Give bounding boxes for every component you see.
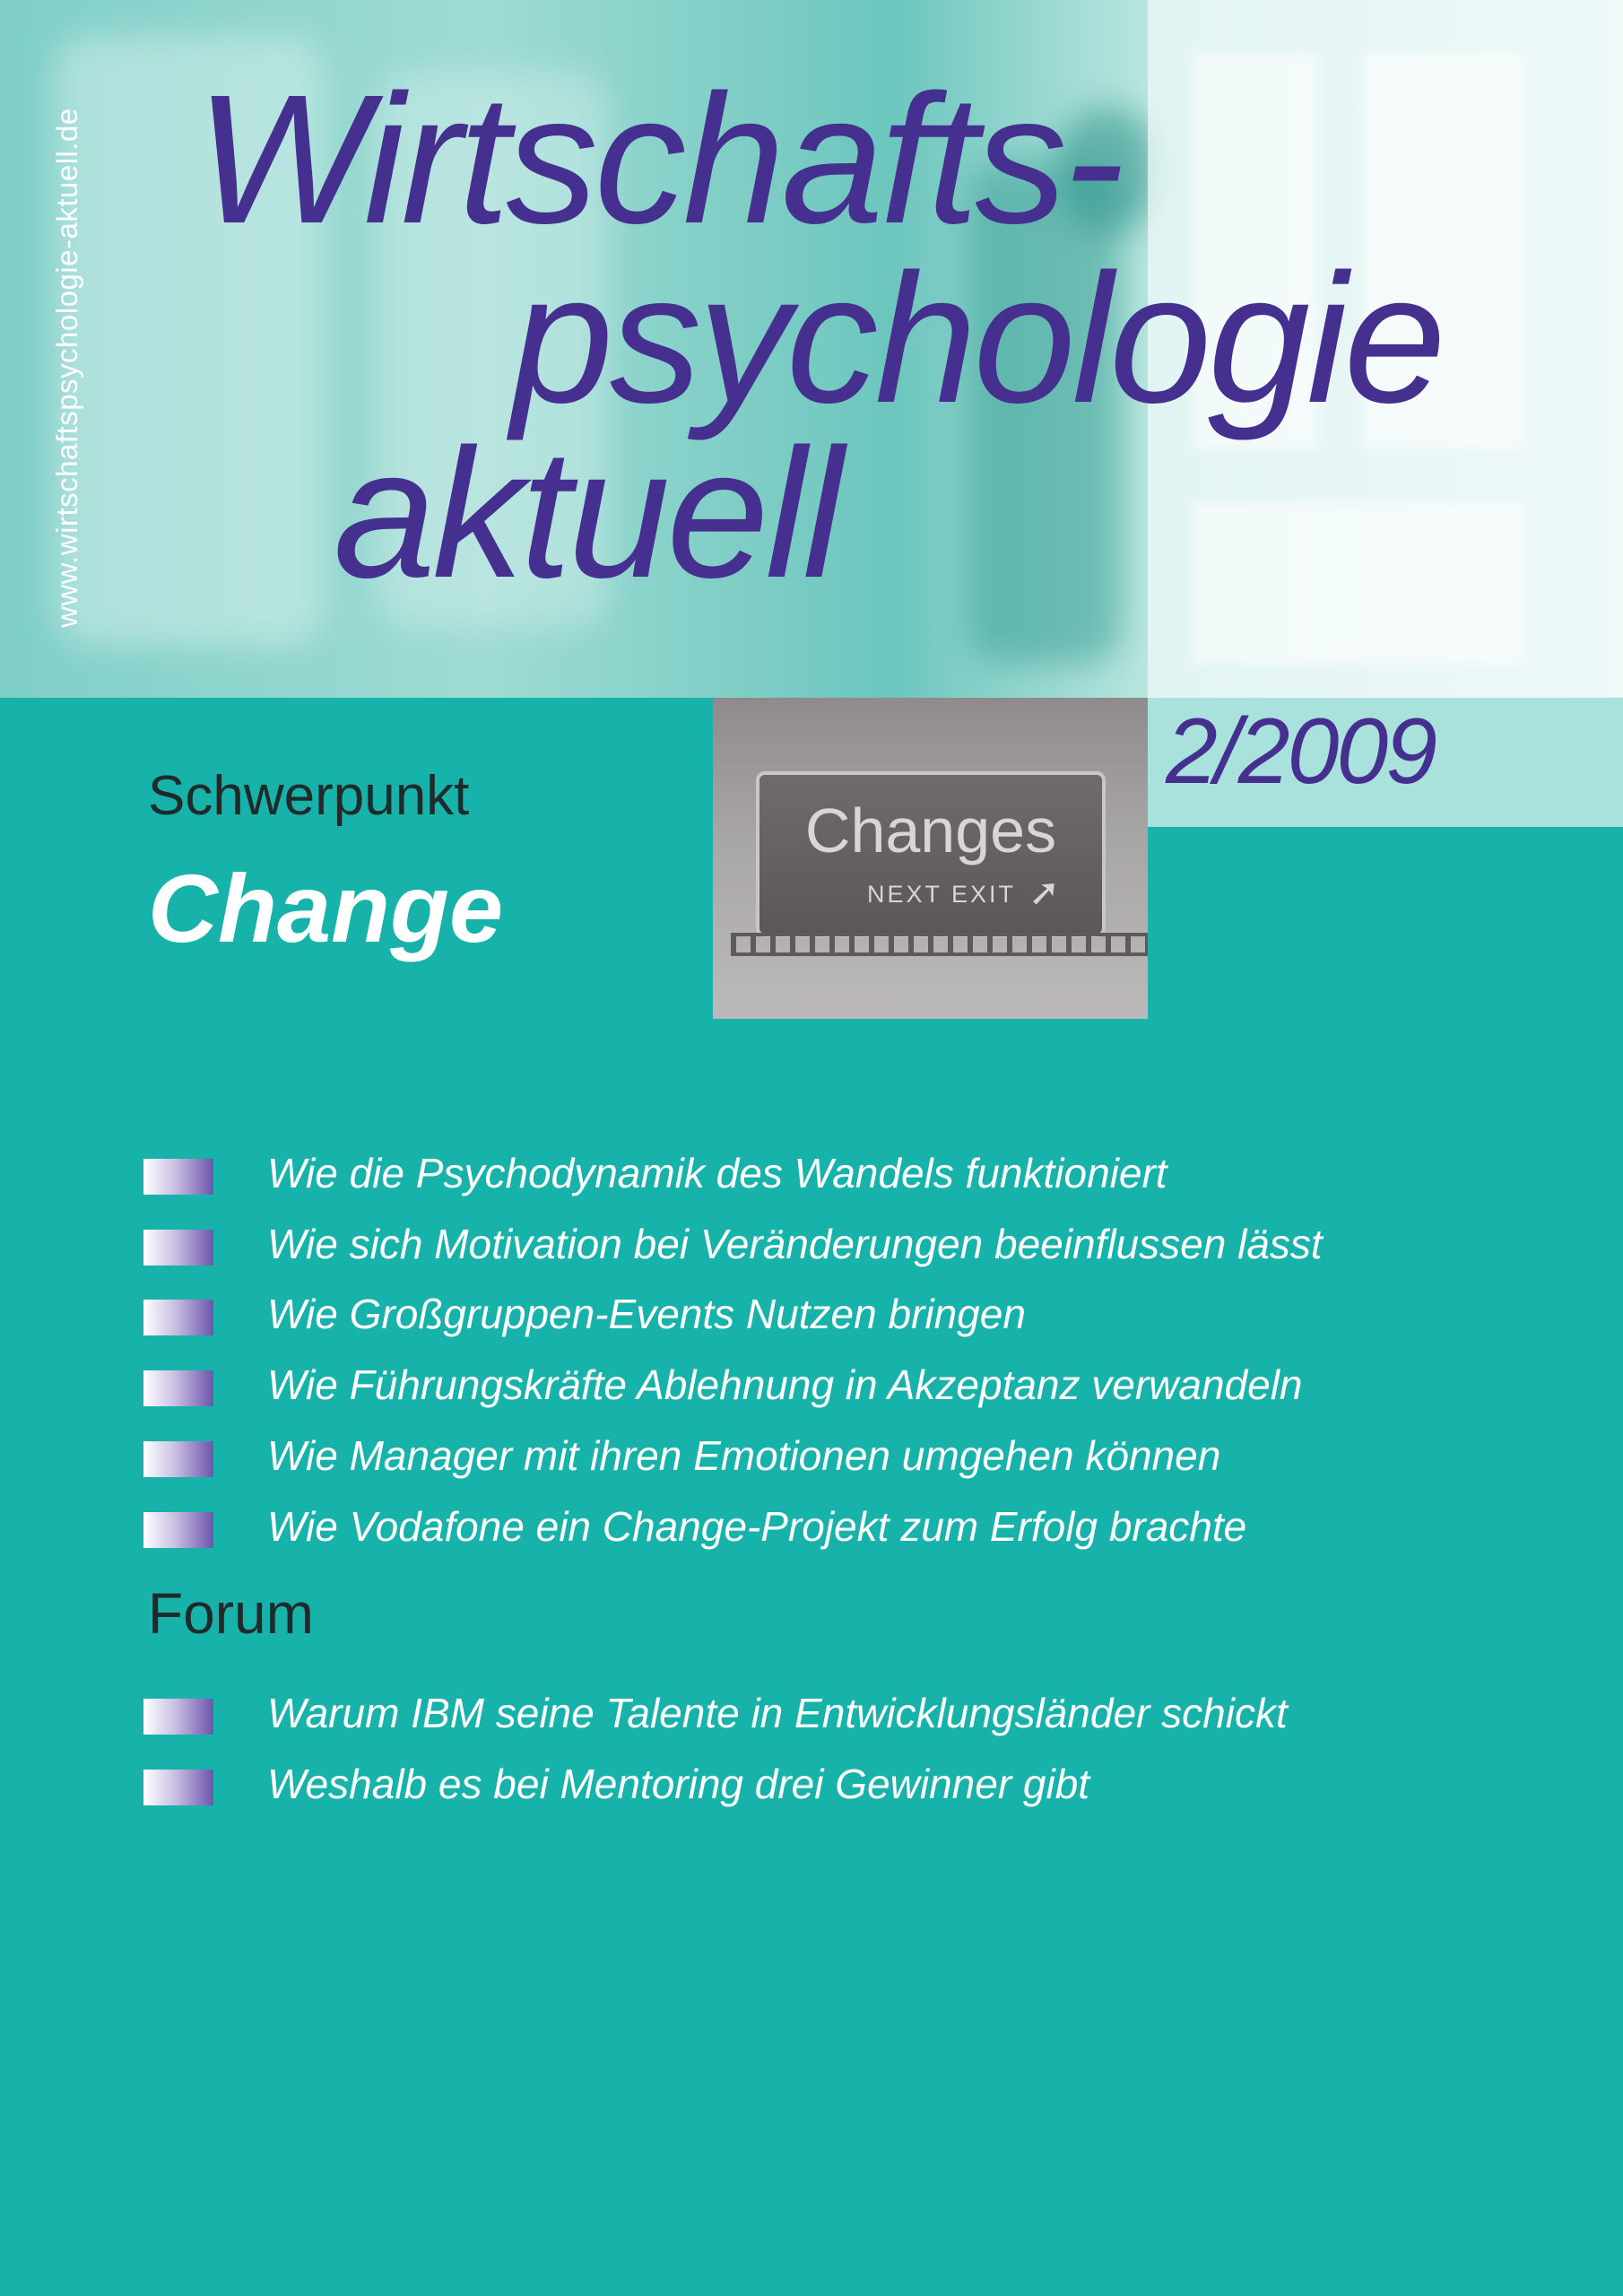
bullet-icon xyxy=(143,1441,213,1477)
focus-item-text: Wie Großgruppen-Events Nutzen bringen xyxy=(267,1291,1026,1337)
forum-item xyxy=(143,1757,1578,1811)
focus-item xyxy=(143,1287,1578,1341)
bullet-icon xyxy=(143,1699,213,1735)
forum-item xyxy=(143,1686,1578,1740)
changes-sign-photo xyxy=(713,698,1148,1019)
bullet-icon xyxy=(143,1230,213,1265)
magazine-title-line-3: aktuell xyxy=(334,411,840,616)
focus-item xyxy=(143,1146,1578,1200)
bullet-icon xyxy=(143,1159,213,1195)
focus-label: Schwerpunkt xyxy=(148,765,470,827)
focus-item-text: Wie Manager mit ihren Emotionen umgehen können xyxy=(267,1432,1221,1479)
bullet-icon xyxy=(143,1300,213,1335)
focus-item xyxy=(143,1217,1578,1271)
issue-number: 2/2009 xyxy=(1166,700,1436,804)
website-url: www.wirtschaftspsychologie-aktuell.de xyxy=(50,108,83,628)
forum-item-text: Warum IBM seine Talente in Entwicklungsländer schickt xyxy=(267,1690,1288,1736)
magazine-title-line-1: Wirtschafts- xyxy=(195,57,1122,262)
focus-item-text: Wie Führungskräfte Ablehnung in Akzeptanz verwandeln xyxy=(267,1361,1303,1408)
focus-item xyxy=(143,1358,1578,1412)
focus-item-text: Wie sich Motivation bei Veränderungen beeinflussen lässt xyxy=(267,1221,1323,1267)
focus-item xyxy=(143,1500,1578,1553)
forum-label: Forum xyxy=(148,1581,314,1646)
bullet-icon xyxy=(143,1770,213,1805)
sign-gantry xyxy=(731,933,1148,956)
focus-item-text: Wie die Psychodynamik des Wandels funktioniert xyxy=(267,1150,1167,1196)
sign-subtext: NEXT EXIT xyxy=(867,881,1017,908)
focus-item xyxy=(143,1429,1578,1483)
focus-item-text: Wie Vodafone ein Change-Projekt zum Erfolg brachte xyxy=(267,1503,1247,1550)
sign-text: Changes xyxy=(804,796,1057,865)
arrow-icon: ➚ xyxy=(1028,871,1061,913)
bullet-icon xyxy=(143,1370,213,1406)
forum-item-text: Weshalb es bei Mentoring drei Gewinner gibt xyxy=(267,1761,1090,1807)
focus-topic: Change xyxy=(148,854,504,962)
bullet-icon xyxy=(143,1512,213,1548)
magazine-title-line-2: psychologie xyxy=(511,236,1443,441)
road-sign xyxy=(756,771,1106,937)
